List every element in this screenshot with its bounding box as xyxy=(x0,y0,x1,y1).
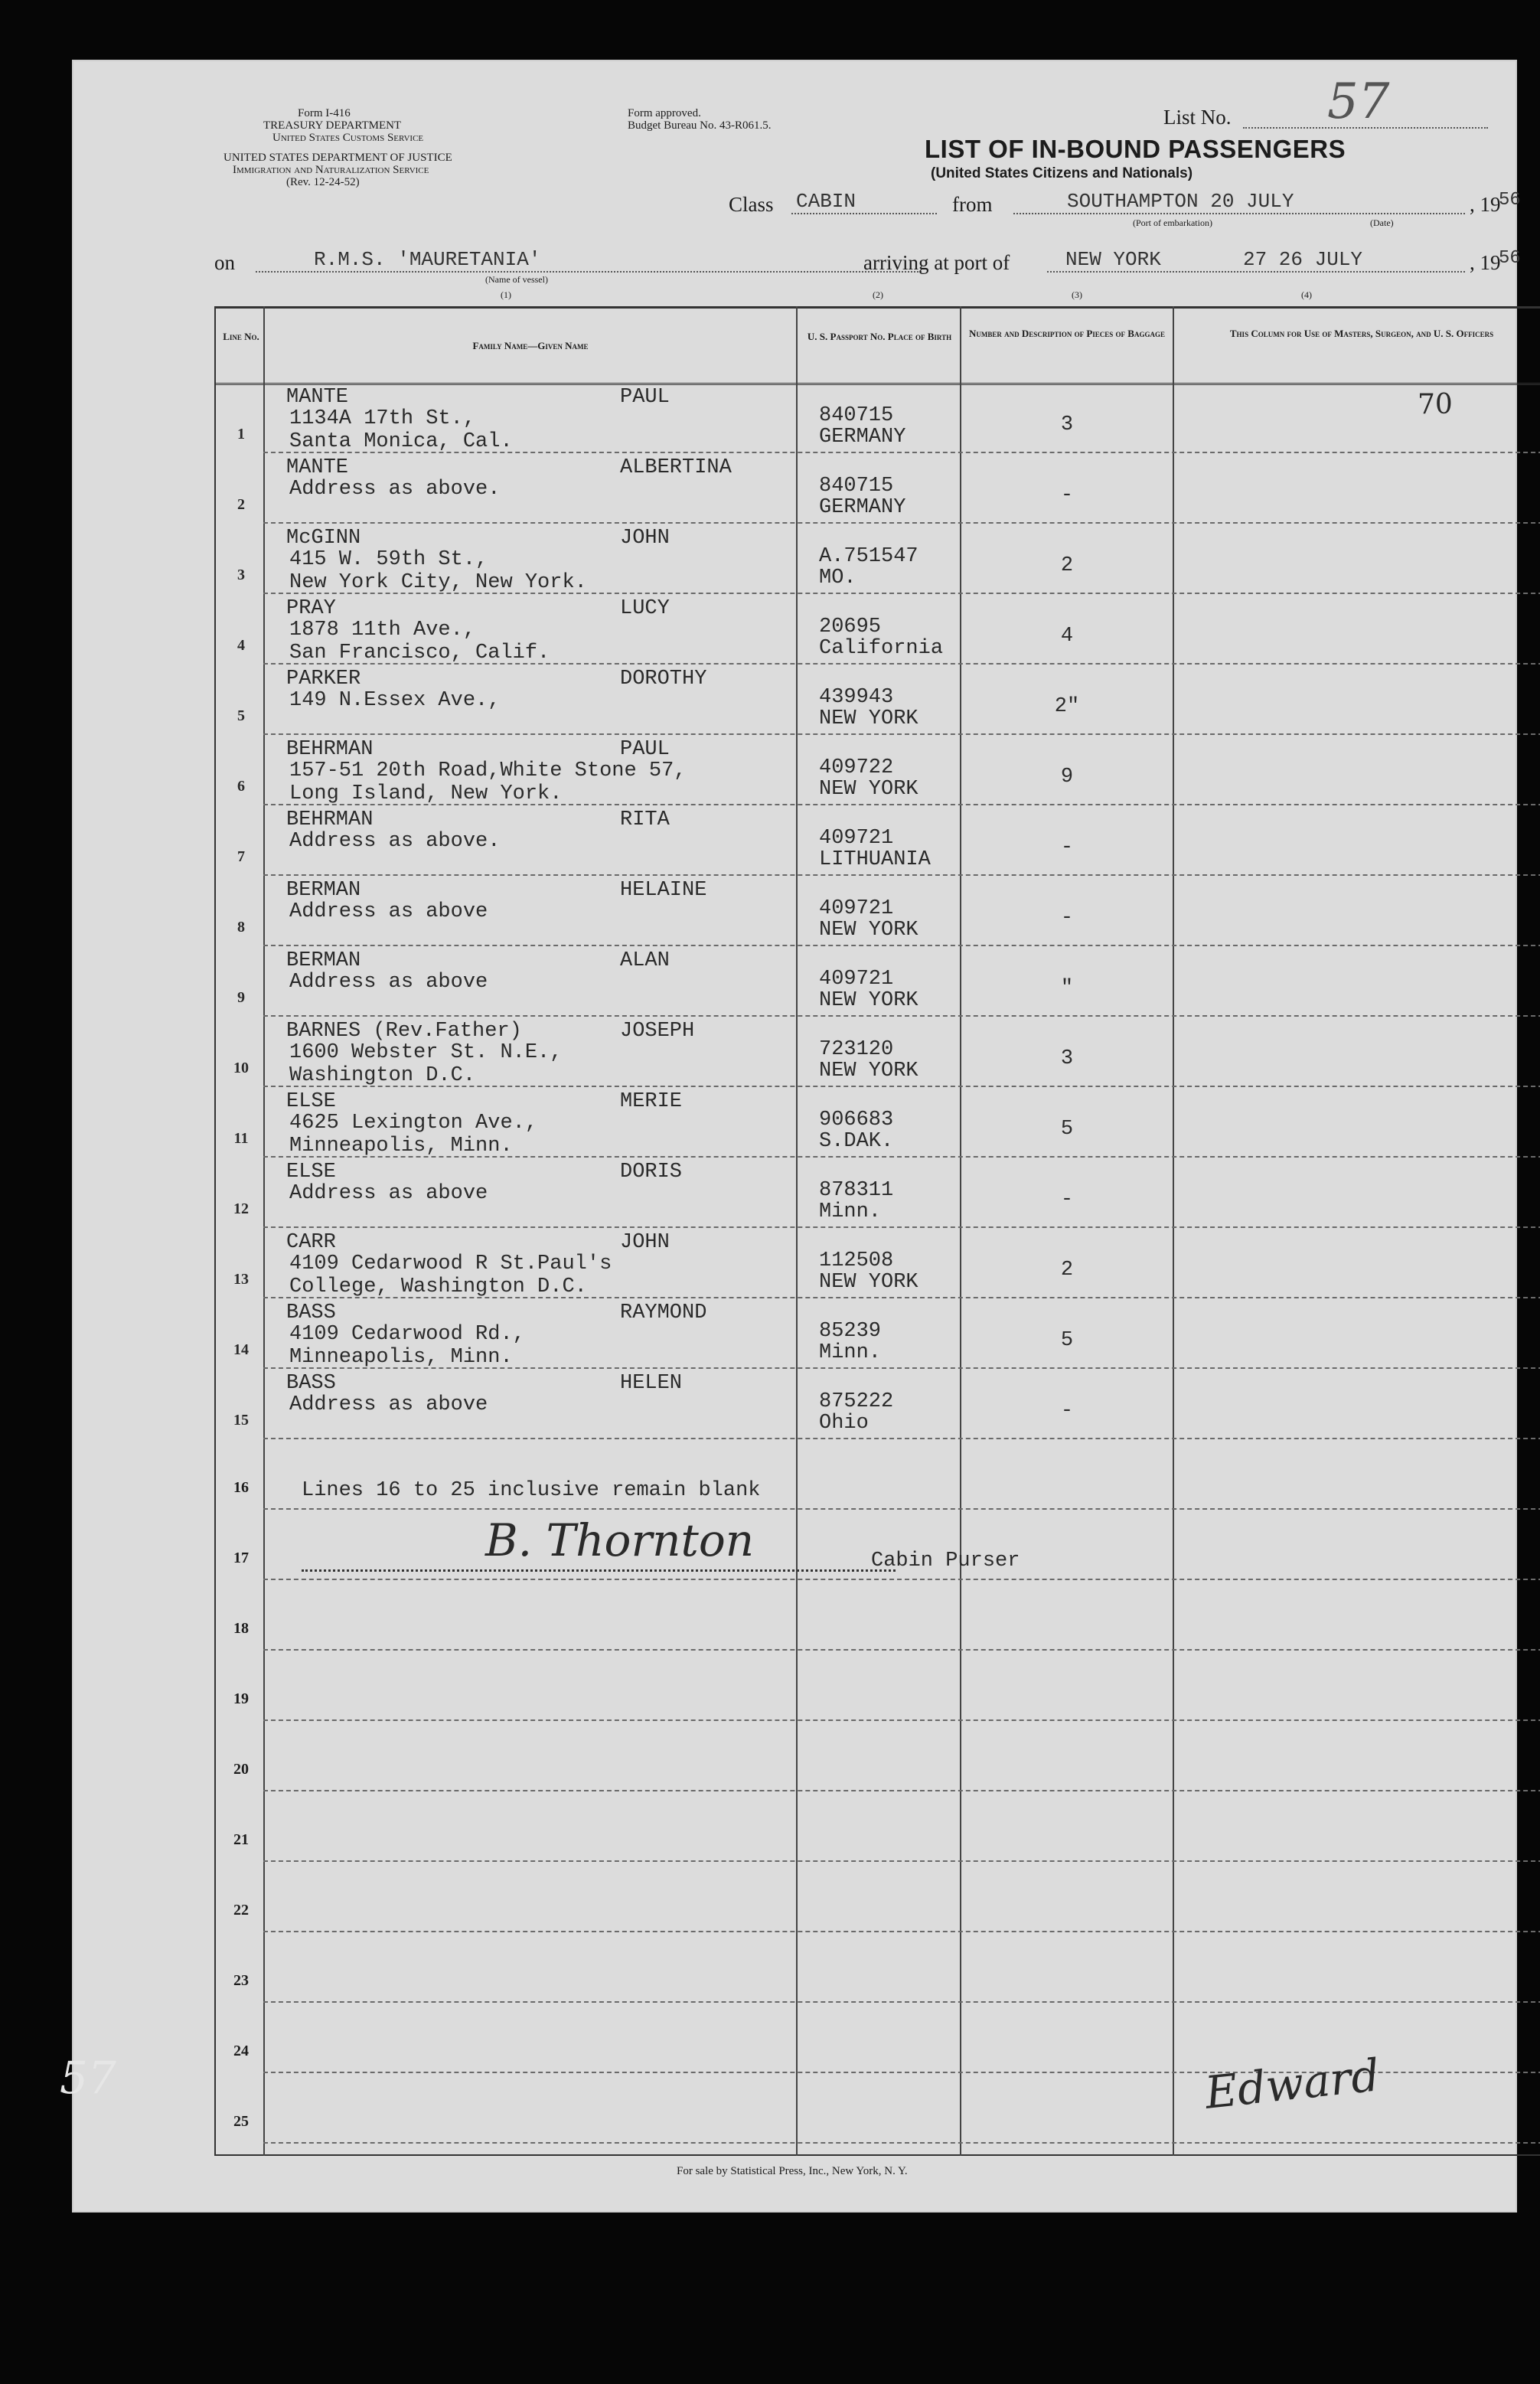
line-number: 1 xyxy=(237,426,245,443)
line-number: 19 xyxy=(233,1690,249,1707)
year1-value: 56 xyxy=(1499,190,1521,211)
address-line-2: Long Island, New York. xyxy=(289,782,563,805)
place-of-birth: NEW YORK xyxy=(819,989,918,1012)
address-line-1: 4625 Lexington Ave., xyxy=(289,1112,538,1135)
row-divider xyxy=(263,1579,1540,1580)
vessel-value: R.M.S. 'MAURETANIA' xyxy=(314,248,541,271)
given-name: JOHN xyxy=(620,527,670,550)
budget-bureau: Budget Bureau No. 43-R061.5. xyxy=(628,119,772,132)
passport-number: 878311 xyxy=(819,1179,894,1202)
manifest-page xyxy=(72,60,1521,2213)
list-no-value: 57 xyxy=(1327,73,1390,130)
passport-number: 409721 xyxy=(819,897,894,920)
caption-4: (4) xyxy=(1301,289,1312,300)
family-name: BARNES (Rev.Father) xyxy=(286,1020,522,1043)
address-line-1: Address as above xyxy=(289,1182,488,1205)
row-divider xyxy=(263,1719,1540,1721)
year2-value: 56 xyxy=(1499,248,1521,269)
list-no-label: List No. xyxy=(1163,106,1232,129)
place-of-birth: GERMANY xyxy=(819,496,906,519)
place-of-birth: NEW YORK xyxy=(819,707,918,730)
baggage-count: 3 xyxy=(1060,413,1074,436)
row-divider xyxy=(263,1860,1540,1862)
row-divider xyxy=(263,2001,1540,2003)
line-number: 2 xyxy=(237,496,245,513)
family-name: BERMAN xyxy=(286,879,361,902)
class-value: CABIN xyxy=(796,190,856,213)
row-divider xyxy=(263,593,1540,594)
passport-number: 20695 xyxy=(819,616,882,638)
line-number: 6 xyxy=(237,778,245,795)
row-divider xyxy=(263,1015,1540,1017)
passport-number: 875222 xyxy=(819,1390,894,1413)
line-number: 25 xyxy=(233,2113,249,2130)
caption-1: (1) xyxy=(501,289,511,300)
row-divider xyxy=(263,2142,1540,2144)
family-name: McGINN xyxy=(286,527,361,550)
baggage-count: - xyxy=(1060,484,1074,507)
place-of-birth: LITHUANIA xyxy=(819,848,931,871)
line-number: 5 xyxy=(237,707,245,724)
family-name: CARR xyxy=(286,1231,336,1254)
address-line-1: 4109 Cedarwood R St.Paul's xyxy=(289,1252,612,1275)
line-number: 3 xyxy=(237,567,245,583)
given-name: RAYMOND xyxy=(620,1301,707,1324)
purser-label: Cabin Purser xyxy=(871,1550,1020,1572)
line-number: 17 xyxy=(233,1550,249,1566)
arrival-date-value: 27 26 JULY xyxy=(1243,248,1363,271)
row-divider xyxy=(263,1508,1540,1510)
col-officers: This Column for Use of Masters, Surgeon, and U. S. Officers xyxy=(1229,328,1494,339)
place-of-birth: NEW YORK xyxy=(819,778,918,801)
line-number: 7 xyxy=(237,848,245,865)
given-name: RITA xyxy=(620,808,670,831)
caption-2: (2) xyxy=(873,289,883,300)
year1-prefix: , 19 xyxy=(1470,193,1501,216)
baggage-count: 2 xyxy=(1060,1259,1074,1282)
place-of-birth: Minn. xyxy=(819,1341,882,1364)
family-name: MANTE xyxy=(286,386,349,409)
row-divider xyxy=(263,522,1540,524)
given-name: HELAINE xyxy=(620,879,707,902)
row-divider xyxy=(263,1156,1540,1158)
address-line-1: 415 W. 59th St., xyxy=(289,548,488,571)
baggage-count: 4 xyxy=(1060,625,1074,648)
margin-note: 57 xyxy=(60,2052,116,2104)
row-divider xyxy=(263,1931,1540,1932)
given-name: JOSEPH xyxy=(620,1020,695,1043)
passport-number: 906683 xyxy=(819,1109,894,1132)
baggage-count: - xyxy=(1060,906,1074,929)
ins-service: Immigration and Naturalization Service xyxy=(233,164,429,176)
line-number: 20 xyxy=(233,1761,249,1778)
place-of-birth: GERMANY xyxy=(819,426,906,449)
baggage-count: 5 xyxy=(1060,1329,1074,1352)
on-label: on xyxy=(214,251,235,274)
address-line-1: Address as above xyxy=(289,971,488,994)
page-subtitle: (United States Citizens and Nationals) xyxy=(931,165,1193,181)
family-name: BASS xyxy=(286,1372,336,1395)
address-line-1: 1134A 17th St., xyxy=(289,407,476,430)
line-number: 18 xyxy=(233,1620,249,1637)
footer-note: For sale by Statistical Press, Inc., New York, N. Y. xyxy=(677,2165,908,2177)
place-of-birth: MO. xyxy=(819,567,856,589)
baggage-count: " xyxy=(1060,977,1074,1000)
row-divider xyxy=(263,1086,1540,1087)
place-of-birth: NEW YORK xyxy=(819,919,918,942)
purser-signature: B. Thornton xyxy=(485,1514,755,1566)
address-line-1: 157-51 20th Road,White Stone 57, xyxy=(289,759,687,782)
given-name: PAUL xyxy=(620,386,670,409)
family-name: BERMAN xyxy=(286,949,361,972)
line-number: 11 xyxy=(233,1130,249,1147)
from-label: from xyxy=(952,193,993,216)
passport-number: 439943 xyxy=(819,686,894,709)
revision: (Rev. 12-24-52) xyxy=(286,176,360,188)
row-divider xyxy=(263,945,1540,946)
family-name: BEHRMAN xyxy=(286,808,374,831)
col-baggage: Number and Description of Pieces of Baggage xyxy=(969,328,1165,339)
place-of-birth: California xyxy=(819,637,944,660)
address-line-2: Washington D.C. xyxy=(289,1064,476,1087)
line-number: 4 xyxy=(237,637,245,654)
blank-note: Lines 16 to 25 inclusive remain blank xyxy=(302,1479,761,1502)
col-line-no: Line No. xyxy=(223,331,259,342)
passport-number: A.751547 xyxy=(819,545,918,568)
given-name: DORIS xyxy=(620,1161,683,1184)
passport-number: 723120 xyxy=(819,1038,894,1061)
place-of-birth: Ohio xyxy=(819,1412,869,1435)
family-name: PARKER xyxy=(286,668,361,691)
row-divider xyxy=(263,663,1540,665)
passport-number: 112508 xyxy=(819,1249,894,1272)
date-caption: (Date) xyxy=(1370,217,1394,228)
address-line-1: 4109 Cedarwood Rd., xyxy=(289,1323,525,1346)
given-name: JOHN xyxy=(620,1231,670,1254)
address-line-1: 149 N.Essex Ave., xyxy=(289,689,501,712)
address-line-1: Address as above xyxy=(289,1393,488,1416)
row-divider xyxy=(263,804,1540,805)
row-divider xyxy=(263,1438,1540,1439)
arriving-label: arriving at port of xyxy=(863,251,1010,274)
place-of-birth: Minn. xyxy=(819,1200,882,1223)
form-approved: Form approved. xyxy=(628,107,701,119)
baggage-count: 3 xyxy=(1060,1047,1074,1070)
from-value: SOUTHAMPTON 20 JULY xyxy=(1067,190,1294,213)
row-divider xyxy=(263,1367,1540,1369)
given-name: ALAN xyxy=(620,949,670,972)
baggage-count: 9 xyxy=(1060,766,1074,789)
address-line-1: 1878 11th Ave., xyxy=(289,619,476,642)
place-of-birth: S.DAK. xyxy=(819,1130,894,1153)
given-name: HELEN xyxy=(620,1372,683,1395)
address-line-2: San Francisco, Calif. xyxy=(289,642,550,665)
row-divider xyxy=(263,1649,1540,1651)
col-passport: U. S. Passport No. Place of Birth xyxy=(807,331,952,342)
row-divider xyxy=(263,733,1540,735)
address-line-2: New York City, New York. xyxy=(289,571,587,594)
row-divider xyxy=(263,452,1540,453)
year2-prefix: , 19 xyxy=(1470,251,1501,274)
address-line-1: Address as above xyxy=(289,900,488,923)
family-name: PRAY xyxy=(286,597,336,620)
row-divider xyxy=(263,1297,1540,1298)
line-number: 21 xyxy=(233,1831,249,1848)
address-line-1: Address as above. xyxy=(289,478,501,501)
line-number: 24 xyxy=(233,2043,249,2059)
line-number: 14 xyxy=(233,1341,249,1358)
page-title: LIST OF IN-BOUND PASSENGERS xyxy=(925,135,1346,163)
line-number: 10 xyxy=(233,1060,249,1076)
line-number: 22 xyxy=(233,1902,249,1919)
arrival-port-value: NEW YORK xyxy=(1065,248,1161,271)
officer-signature: Edward xyxy=(1202,2049,1382,2119)
line-number: 15 xyxy=(233,1412,249,1429)
given-name: PAUL xyxy=(620,738,670,761)
family-name: BEHRMAN xyxy=(286,738,374,761)
row-divider xyxy=(263,1226,1540,1228)
line-number: 8 xyxy=(237,919,245,936)
baggage-count: 2" xyxy=(1054,695,1080,718)
form-number: Form I-416 xyxy=(298,107,351,119)
treasury-dept: TREASURY DEPARTMENT xyxy=(263,119,402,132)
baggage-count: - xyxy=(1060,1188,1074,1211)
col-name: Family Name—Given Name xyxy=(472,340,589,351)
address-line-1: 1600 Webster St. N.E., xyxy=(289,1041,563,1064)
line-number: 16 xyxy=(233,1479,249,1496)
given-name: LUCY xyxy=(620,597,670,620)
justice-dept: UNITED STATES DEPARTMENT OF JUSTICE xyxy=(223,152,452,164)
officer-note: 70 xyxy=(1418,389,1453,420)
given-name: ALBERTINA xyxy=(620,456,732,479)
line-number: 12 xyxy=(233,1200,249,1217)
passport-number: 840715 xyxy=(819,475,894,498)
passport-number: 409722 xyxy=(819,756,894,779)
family-name: ELSE xyxy=(286,1161,336,1184)
address-line-2: Santa Monica, Cal. xyxy=(289,430,513,453)
place-of-birth: NEW YORK xyxy=(819,1271,918,1294)
port-caption: (Port of embarkation) xyxy=(1133,217,1212,228)
caption-3: (3) xyxy=(1072,289,1082,300)
address-line-2: Minneapolis, Minn. xyxy=(289,1135,513,1158)
line-number: 13 xyxy=(233,1271,249,1288)
row-divider xyxy=(263,874,1540,876)
family-name: ELSE xyxy=(286,1090,336,1113)
row-divider xyxy=(263,1790,1540,1791)
class-label: Class xyxy=(729,193,774,216)
family-name: MANTE xyxy=(286,456,349,479)
given-name: DOROTHY xyxy=(620,668,707,691)
line-number: 9 xyxy=(237,989,245,1006)
passport-number: 409721 xyxy=(819,968,894,991)
vessel-caption: (Name of vessel) xyxy=(485,274,548,285)
baggage-count: - xyxy=(1060,836,1074,859)
passport-number: 85239 xyxy=(819,1320,882,1343)
family-name: BASS xyxy=(286,1301,336,1324)
passport-number: 409721 xyxy=(819,827,894,850)
address-line-2: Minneapolis, Minn. xyxy=(289,1346,513,1369)
place-of-birth: NEW YORK xyxy=(819,1060,918,1083)
baggage-count: 5 xyxy=(1060,1118,1074,1141)
customs-service: United States Customs Service xyxy=(272,132,424,144)
line-number: 23 xyxy=(233,1972,249,1989)
address-line-1: Address as above. xyxy=(289,830,501,853)
baggage-count: - xyxy=(1060,1399,1074,1422)
given-name: MERIE xyxy=(620,1090,683,1113)
passport-number: 840715 xyxy=(819,404,894,427)
address-line-2: College, Washington D.C. xyxy=(289,1275,587,1298)
baggage-count: 2 xyxy=(1060,554,1074,577)
